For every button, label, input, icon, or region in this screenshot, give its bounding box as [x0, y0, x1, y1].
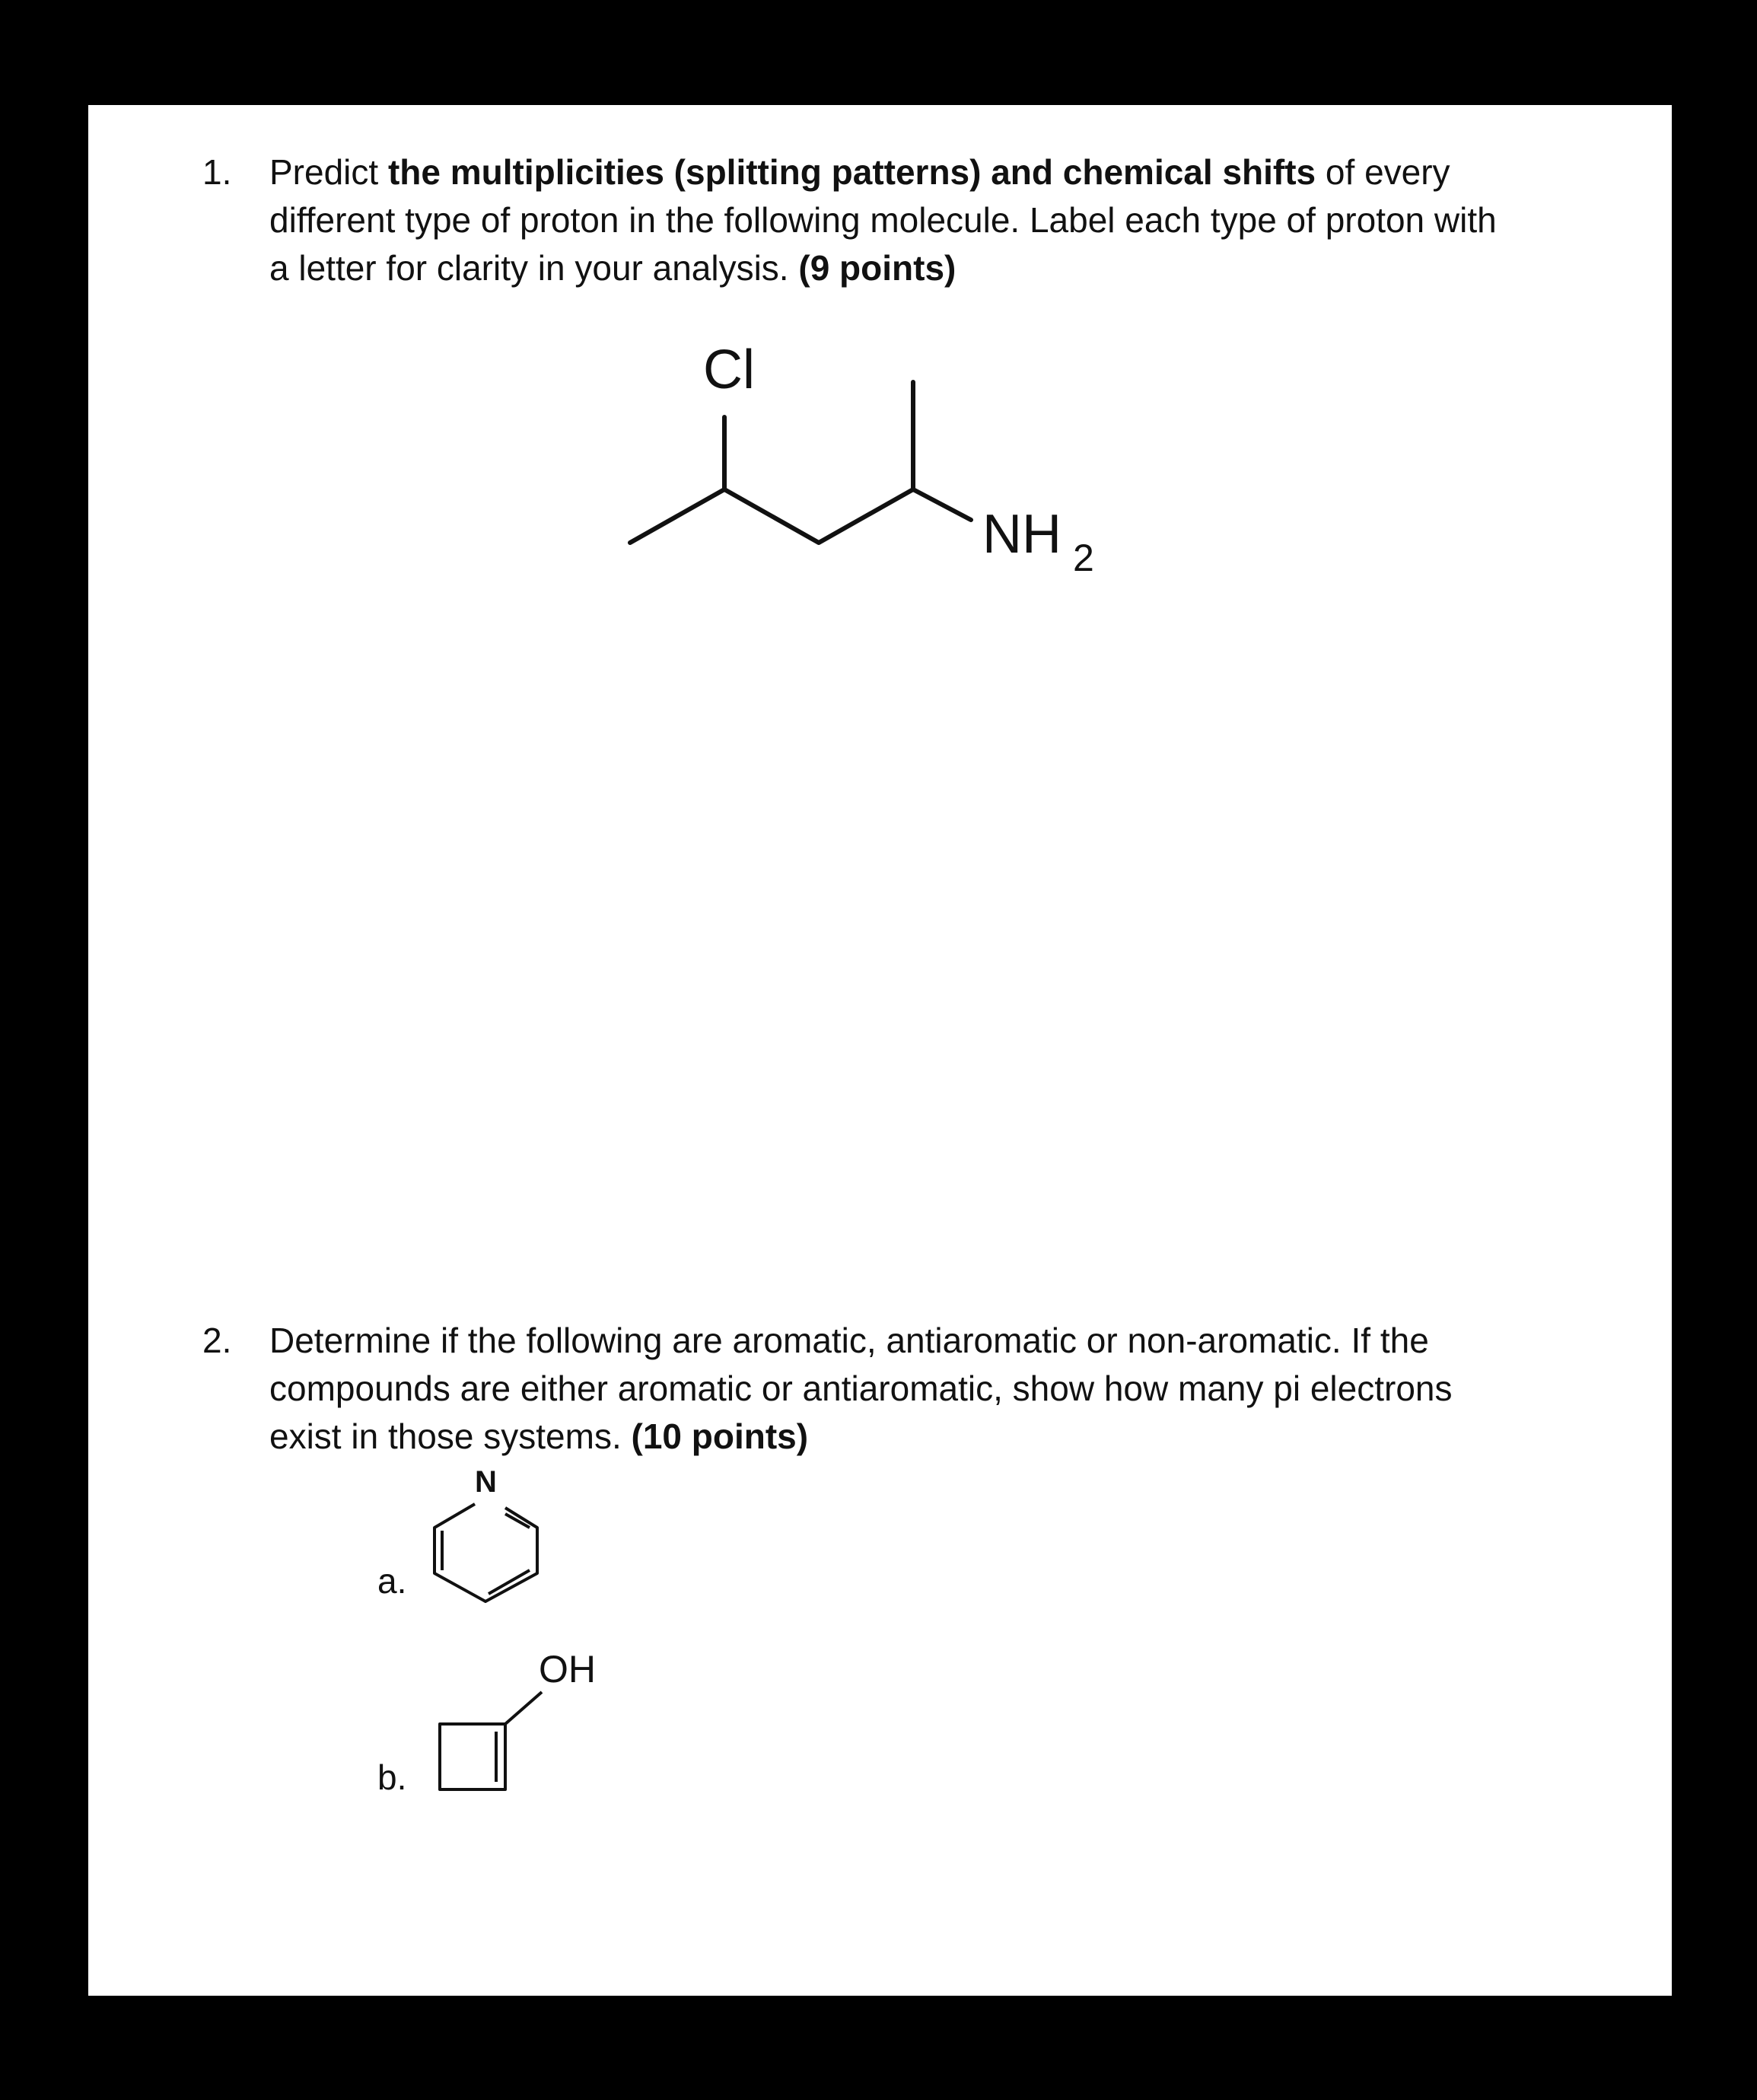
item-a-label: a.	[377, 1561, 407, 1601]
question-1-number: 1.	[202, 152, 232, 192]
question-1-line-3: a letter for clarity in your analysis. (9 points)	[269, 248, 956, 288]
question-2-line-2: compounds are either aromatic or antiaromatic, show how many pi electrons	[269, 1369, 1453, 1408]
question-2-line-3: exist in those systems. (10 points)	[269, 1416, 809, 1456]
cyclobutenol-structure	[88, 105, 1672, 1996]
pyridine-n-label: N	[475, 1465, 497, 1499]
worksheet-page	[88, 105, 1672, 1996]
cyclobutenol-oh-label: OH	[539, 1648, 596, 1691]
molecule-nh-subscript: 2	[1073, 537, 1094, 579]
molecule-cl-label: Cl	[703, 339, 755, 400]
question-1-line-1: Predict the multiplicities (splitting patterns) and chemical shifts of every	[269, 152, 1450, 192]
item-b-label: b.	[377, 1757, 407, 1797]
question-2-line-1: Determine if the following are aromatic, antiaromatic or non-aromatic. If the	[269, 1321, 1429, 1360]
question-1-line-2: different type of proton in the following molecule. Label each type of proton with	[269, 200, 1497, 240]
question-2-number: 2.	[202, 1321, 232, 1360]
molecule-nh-label: NH	[982, 504, 1062, 565]
